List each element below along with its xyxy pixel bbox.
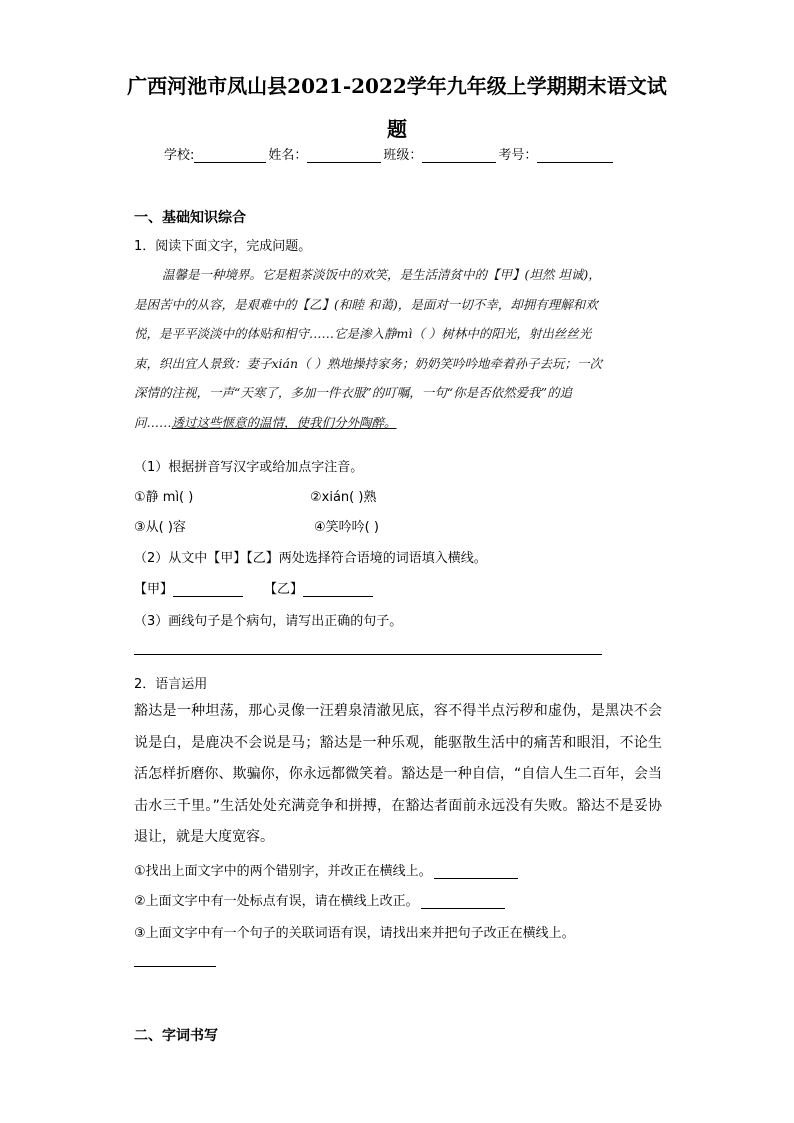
yi-answer-row	[264, 578, 373, 597]
student-info-row	[164, 144, 615, 163]
q2-task-2-text: ②上面文字中有一处标点有误，请在横线上改正。	[134, 894, 419, 909]
jia-answer-row	[134, 578, 243, 597]
q2-task-2	[134, 890, 505, 909]
name-field[interactable]	[307, 148, 381, 163]
passage-line: 束，织出宜人景致：妻子xián（ ）熟地操持家务；奶奶笑吟吟地牵着孙子去玩；一次	[134, 355, 603, 371]
passage-line: 深情的注视，一声“天寒了，多加一件衣服”的叮嘱，一句“你是否依然爱我”的追	[134, 385, 573, 400]
underlined-sentence: 透过这些惬意的温情，使我们分外陶醉。	[171, 414, 397, 430]
class-field[interactable]	[422, 148, 496, 163]
q2-paragraph: 豁达是一种坦荡，那心灵像一汪碧泉清澈见底，容不得半点污秽和虚伪，是黑决不会说是白，是鹿决不会说是马；豁达是一种乐观，能驱散生活中的痛苦和眼泪，不论生活怎样折磨你、欺骗你，你永远都微笑着。豁达是一种自信，“自信人生二百年，会当击水三千里。”生活处处充满竞争和拼搏，在豁达者面前永远没有失败。豁达不是妥协退让，就是大度宽容。	[134, 703, 662, 845]
exam-no-field[interactable]	[537, 148, 613, 163]
passage-last-prefix: 问……	[134, 414, 172, 430]
q2-task-3: ③上面文字中有一个句子的关联词语有误，请找出来并把句子改正在横线上。	[134, 926, 575, 941]
sub-question-1: （1）根据拼音写汉字或给加点字注音。	[134, 460, 364, 475]
q2-title: 2．语言运用	[134, 677, 208, 692]
school-field[interactable]	[194, 148, 266, 163]
q2-passage	[134, 696, 662, 854]
option-4: ④笑吟吟( )	[314, 520, 379, 535]
q2-task-1-text: ①找出上面文字中的两个错别字，并改正在横线上。	[134, 864, 432, 879]
answer-line-task3[interactable]	[134, 966, 216, 967]
sub-question-3: （3）画线句子是个病句，请写出正确的句子。	[134, 614, 403, 629]
q2-task-1-field[interactable]	[434, 864, 518, 879]
q1-intro: 1．阅读下面文字，完成问题。	[134, 239, 312, 254]
q2-task-2-field[interactable]	[421, 894, 505, 909]
option-2: ②xián( )熟	[310, 490, 377, 505]
class-label: 班级：	[383, 148, 423, 163]
passage-line: 是困苦中的从容，是艰难中的【乙】(和睦 和蔼)，是面对一切不幸，却拥有理解和欢	[134, 296, 598, 312]
section1-heading: 一、基础知识综合	[134, 210, 246, 226]
exam-no-label: 考号：	[498, 148, 538, 163]
jia-answer-field[interactable]	[173, 582, 243, 597]
page-title-continued: 题	[387, 117, 407, 141]
section2-heading: 二、字词书写	[134, 1028, 218, 1044]
passage-line: 温馨是一种境界。它是粗茶淡饭中的欢笑，是生活清贫中的【甲】(坦然 坦诚)，	[162, 267, 601, 282]
school-label: 学校:	[164, 148, 195, 163]
sub-question-2: （2）从文中【甲】【乙】两处选择符合语境的词语填入横线。	[134, 551, 487, 566]
name-label: 姓名：	[268, 148, 308, 163]
reading-passage	[134, 260, 662, 437]
passage-line-last	[134, 408, 662, 438]
option-1: ①静 mì( )	[134, 490, 194, 505]
yi-answer-field[interactable]	[303, 582, 373, 597]
q2-task-1	[134, 860, 518, 879]
jia-label: 【甲】	[134, 582, 174, 597]
passage-line: 悦，是平平淡淡中的体贴和相守……它是渗入静mì（ ）树林中的阳光，射出丝丝光	[134, 326, 592, 341]
yi-label: 【乙】	[264, 582, 304, 597]
page-title: 广西河池市凤山县2021-2022学年九年级上学期期末语文试	[127, 74, 667, 98]
option-3: ③从( )容	[134, 520, 186, 535]
answer-line-sub3[interactable]	[134, 654, 602, 655]
